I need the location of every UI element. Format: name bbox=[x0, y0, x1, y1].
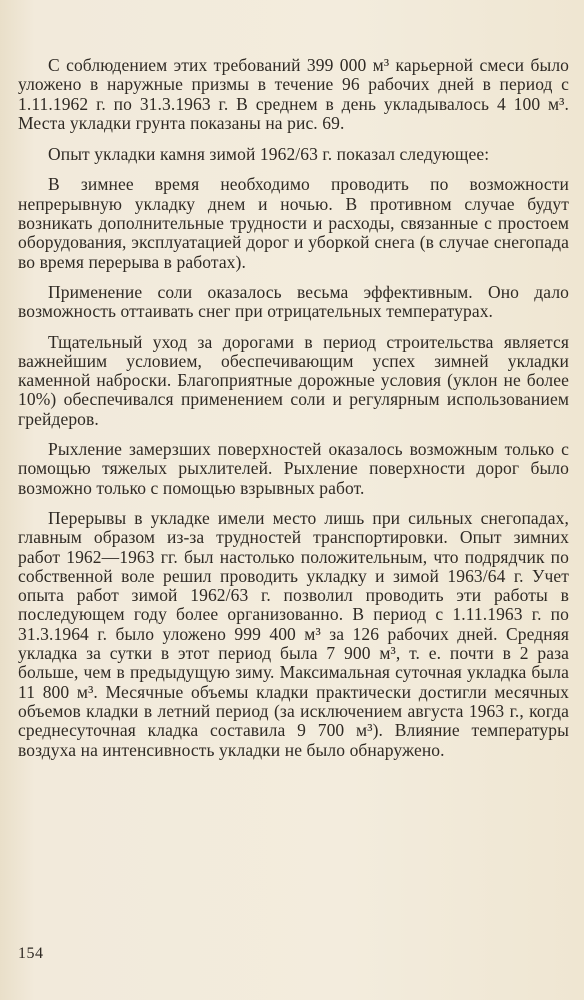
paragraph-7: Перерывы в укладке имели место лишь при сильных снегопадах, главным образом из-за трудностей транспортировки. Опыт зимних работ 1962—1963 гг. был настолько положительным, что подрядчик по собственной воле решил проводить укладку и зимой 1963/64 г. Учет опыта работ зимой 1962/63 г. позволил проводить эти работы в последующем году более организованно. В период с 1.11.1963 г. по 31.3.1964 г. было уложено 999 400 м³ за 126 рабочих дней. Средняя укладка за сутки в этот период была 7 900 м³, т. е. почти в 2 раза больше, чем в предыдущую зиму. Максимальная суточная укладка была 11 800 м³. Месячные объемы кладки практически достигли месячных объемов кладки в летний период (за исключением августа 1963 г., когда среднесуточная кладка составила 9 700 м³). Влияние температуры воздуха на интенсивность укладки не было обнаружено. bbox=[18, 507, 569, 760]
paragraph-4: Применение соли оказалось весьма эффективным. Оно дало возможность оттаивать снег при отрицательных температурах. bbox=[18, 281, 569, 322]
text-body bbox=[18, 56, 569, 771]
paragraph-6: Рыхление замерзших поверхностей оказалось возможным только с помощью тяжелых рыхлителей. Рыхление поверхности дорог было возможно только с помощью взрывных работ. bbox=[18, 439, 569, 498]
page-number: 154 bbox=[18, 945, 44, 962]
paragraph-3: В зимнее время необходимо проводить по возможности непрерывную укладку днем и ночью. В противном случае будут возникать дополнительные трудности и расходы, связанные с простоем оборудования, эксплуатацией дорог и уборкой снега (в случае снегопада во время перерыва в работах). bbox=[18, 174, 569, 272]
paragraph-5: Тщательный уход за дорогами в период строительства является важнейшим условием, обеспечивающим успех зимней укладки каменной наброски. Благоприятные дорожные условия (уклон не более 10%) обеспечивался применением соли и регулярным использованием грейдеров. bbox=[18, 331, 569, 429]
paragraph-2: Опыт укладки камня зимой 1962/63 г. показал следующее: bbox=[48, 144, 490, 165]
paragraph-1: С соблюдением этих требований 399 000 м³ карьерной смеси было уложено в наружные призмы в течение 96 рабочих дней в период с 1.11.1962 г. по 31.3.1963 г. В среднем в день укладывалось 4 100 м³. Места укладки грунта показаны на рис. 69. bbox=[18, 55, 569, 133]
